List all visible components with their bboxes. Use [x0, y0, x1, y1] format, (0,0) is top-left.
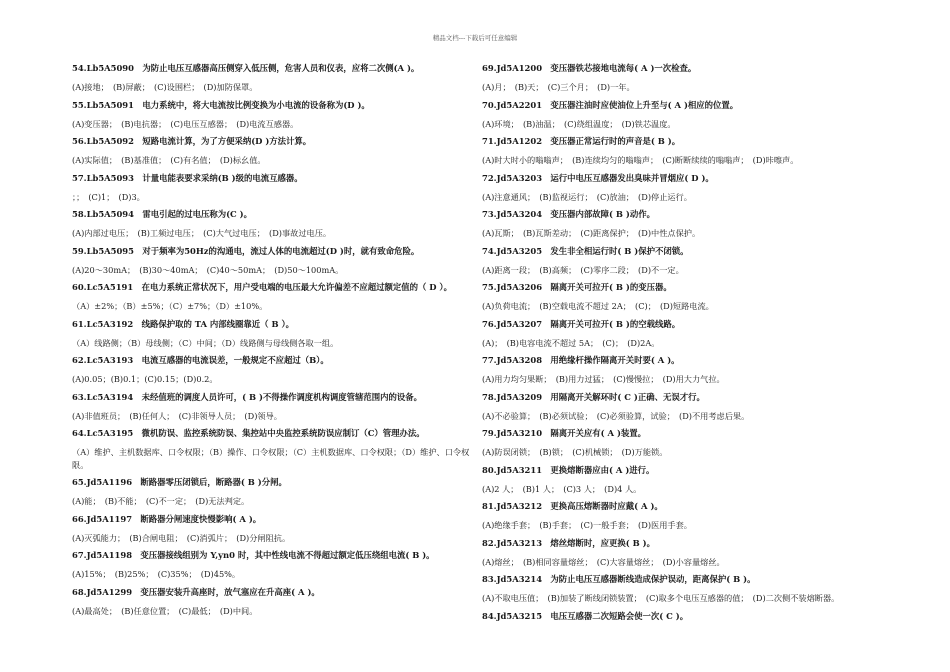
question-text: 60.Lc5A5191 在电力系统正常状况下，用户受电端的电压最大允许偏差不应超过额定值的（ D ）。: [72, 282, 452, 292]
question-options: (A)能； (B)不能； (C)不一定； (D)无法判定。: [72, 496, 250, 506]
question-options: ；； (C)1； (D)3。: [72, 191, 145, 202]
question-options: (A)时大时小的嗡嗡声； (B)连续均匀的嗡嗡声； (C)断断续续的嗡嗡声； (D)咔嚓声。: [482, 155, 799, 165]
question-68: [72, 587, 477, 618]
question-options: (A)负荷电流； (B)空载电流不超过 2A； (C)； (D)短路电流。: [482, 301, 714, 311]
question-59: [72, 246, 477, 277]
question-77: [482, 355, 882, 386]
question-options: (A)熔丝； (B)相同容量熔丝； (C)大容量熔丝； (D)小容量熔丝。: [482, 556, 725, 567]
question-text: 54.Lb5A5090 为防止电压互感器高压侧穿入低压侧，危害人员和仪表，应将二次侧(A )。: [72, 63, 420, 73]
question-60: [72, 282, 477, 313]
question-options: (A)月； (B)天； (C)三个月； (D)一年。: [482, 82, 635, 92]
question-83: [482, 574, 882, 605]
question-text: 69.Jd5A1200 变压器铁芯接地电流每( A )一次检查。: [482, 63, 697, 73]
question-55: [72, 100, 477, 131]
question-63: [72, 392, 477, 423]
question-80: [482, 465, 882, 496]
question-text: 75.Jd5A3206 隔离开关可拉开( B )的变压器。: [482, 282, 672, 292]
question-75: [482, 282, 882, 313]
question-text: 72.Jd5A3203 运行中电压互感器发出臭味并冒烟应( D )。: [482, 172, 714, 183]
question-text: 71.Jd5A1202 变压器正常运行时的声音是( B )。: [482, 136, 681, 146]
question-text: 82.Jd5A3213 熔丝熔断时，应更换( B )。: [482, 537, 655, 548]
question-text: 76.Jd5A3207 隔离开关可拉开( B )的空载线路。: [482, 318, 681, 329]
question-71: [482, 136, 882, 167]
question-options: (A)0.05；(B)0.1；(C)0.15；(D)0.2。: [72, 374, 218, 384]
question-text: 83.Jd5A3214 为防止电压互感器断线造成保护误动，距离保护( B )。: [482, 574, 756, 584]
question-options: （A）维护、主机数据库、口令权限；（B）操作、口令权限；（C）主机数据库、口令权限；（D）维护、口令权限。: [72, 447, 470, 470]
question-options: (A)环境； (B)油温； (C)绕组温度； (D)铁芯温度。: [482, 118, 676, 129]
question-61: [72, 319, 477, 350]
question-56: [72, 136, 477, 167]
question-options: (A)注意通风； (B)监视运行； (C)放油； (D)停止运行。: [482, 191, 692, 202]
question-options: (A)； (B)电容电流不超过 5A； (C)； (D)2A。: [482, 337, 660, 348]
question-text: 81.Jd5A3212 更换高压熔断器时应戴( A )。: [482, 501, 663, 511]
question-text: 56.Lb5A5092 短路电流计算，为了方便采纳(D )方法计算。: [72, 136, 312, 146]
question-options: (A)2 人； (B)1 人； (C)3 人； (D)4 人。: [482, 483, 642, 494]
question-81: [482, 501, 882, 532]
question-options: (A)瓦斯； (B)瓦斯差动； (C)距离保护； (D)中性点保护。: [482, 228, 701, 238]
question-text: 61.Lc5A3192 线路保护取的 TA 内部线圈靠近（ B ）。: [72, 318, 295, 329]
question-69: [482, 63, 882, 94]
question-70: [482, 100, 882, 131]
question-options: (A)灭弧能力； (B)合闸电阻； (C)消弧片； (D)分闸阻抗。: [72, 532, 291, 543]
question-text: 68.Jd5A1299 变压器安装升高座时，放气塞应在升高座( A )。: [72, 586, 320, 597]
question-76: [482, 319, 882, 350]
question-text: 63.Lc5A3194 未经值班的调度人员许可，( B )不得操作调度机构调度管辖范围内的设备。: [72, 391, 423, 402]
question-text: 66.Jd5A1197 断路器分闸速度快慢影响( A )。: [72, 513, 262, 524]
question-66: [72, 514, 477, 545]
question-options: (A)绝缘手套； (B)手套； (C)一般手套； (D)医用手套。: [482, 520, 692, 530]
question-options: (A)变压器； (B)电抗器； (C)电压互感器； (D)电流互感器。: [72, 118, 299, 129]
question-text: 74.Jd5A3205 发生非全相运行时( B )保护不闭锁。: [482, 245, 689, 256]
question-text: 55.Lb5A5091 电力系统中，将大电流按比例变换为小电流的设备称为(D )。: [72, 99, 370, 110]
question-text: 59.Lb5A5095 对于频率为50Hz的沟通电，流过人体的电流超过(D )时，就有致命危险。: [72, 245, 420, 256]
question-options: （A）线路侧；（B）母线侧；（C）中间；（D）线路侧与母线侧各取一组。: [72, 337, 339, 348]
question-64: [72, 428, 477, 471]
question-options: (A)内部过电压； (B)工频过电压； (C)大气过电压； (D)事故过电压。: [72, 228, 332, 238]
question-54: [72, 63, 477, 94]
question-text: 77.Jd5A3208 用绝缘杆操作隔离开关时要( A )。: [482, 355, 680, 365]
question-text: 57.Lb5A5093 计量电能表要求采纳(B )级的电流互感器。: [72, 172, 303, 183]
question-74: [482, 246, 882, 277]
question-text: 58.Lb5A5094 雷电引起的过电压称为(C )。: [72, 209, 252, 219]
question-text: 62.Lc5A3193 电流互感器的电流误差，一般规定不应超过（B）。: [72, 355, 329, 365]
question-72: [482, 173, 882, 204]
question-options: (A)实际值； (B)基准值； (C)有名值； (D)标幺值。: [72, 155, 266, 165]
question-82: [482, 538, 882, 569]
question-options: （A）±2%；（B）±5%；（C）±7%；（D）±10%。: [72, 301, 268, 311]
question-text: 64.Lc5A3195 微机防误、监控系统防误、集控站中央监控系统防误应制订（C）管理办法。: [72, 428, 425, 438]
question-78: [482, 392, 882, 423]
question-options: (A)不必验算； (B)必须试验； (C)必须验算，试验； (D)不用考虑后果。: [482, 410, 750, 421]
question-text: 80.Jd5A3211 更换熔断器应由( A )进行。: [482, 464, 655, 475]
question-options: (A)接地； (B)屏蔽； (C)设围栏； (D)加防保罩。: [72, 82, 258, 92]
question-79: [482, 428, 882, 459]
question-options: (A)非值班员； (B)任何人； (C)非领导人员； (D)领导。: [72, 410, 282, 421]
question-text: 65.Jd5A1196 断路器零压闭锁后，断路器( B )分闸。: [72, 477, 287, 487]
question-65: [72, 477, 477, 508]
question-options: (A)20～30mA； (B)30～40mA； (C)40～50mA； (D)50～100mA。: [72, 264, 344, 275]
question-58: [72, 209, 477, 240]
question-options: (A)用力均匀果断； (B)用力过猛； (C)慢慢拉； (D)用大力气拉。: [482, 374, 725, 384]
page-header: 精品文档---下载后可任意编辑: [432, 34, 518, 42]
question-options: (A)最高处； (B)任意位置； (C)最低； (D)中间。: [72, 605, 258, 616]
question-options: (A)防误闭锁； (B)锁； (C)机械锁； (D)万能锁。: [482, 447, 668, 457]
right-column: [482, 63, 882, 629]
left-column: [72, 63, 477, 623]
question-57: [72, 173, 477, 204]
question-text: 78.Jd5A3209 用隔离开关解环时( C )正确、无误才行。: [482, 391, 705, 402]
question-options: (A)不取电压值； (B)加装了断线闭锁装置； (C)取多个电压互感器的值； (D)二次侧不装熔断器。: [482, 593, 840, 603]
question-text: 70.Jd5A2201 变压器注油时应使油位上升至与( A )相应的位置。: [482, 99, 739, 110]
question-67: [72, 550, 477, 581]
question-84: [482, 611, 882, 622]
question-text: 79.Jd5A3210 隔离开关应有( A )装置。: [482, 428, 647, 438]
question-text: 67.Jd5A1198 变压器接线组别为 Y,yn0 时，其中性线电流不得超过额定低压绕组电流( B )。: [72, 550, 435, 560]
question-73: [482, 209, 882, 240]
question-options: (A)15%； (B)25%； (C)35%； (D)45%。: [72, 569, 241, 579]
question-text: 73.Jd5A3204 变压器内部故障( B )动作。: [482, 209, 655, 219]
question-62: [72, 355, 477, 386]
question-text: 84.Jd5A3215 电压互感器二次短路会使一次( C )。: [482, 610, 689, 621]
question-options: (A)距离一段； (B)高频； (C)零序二段； (D)不一定。: [482, 264, 684, 275]
